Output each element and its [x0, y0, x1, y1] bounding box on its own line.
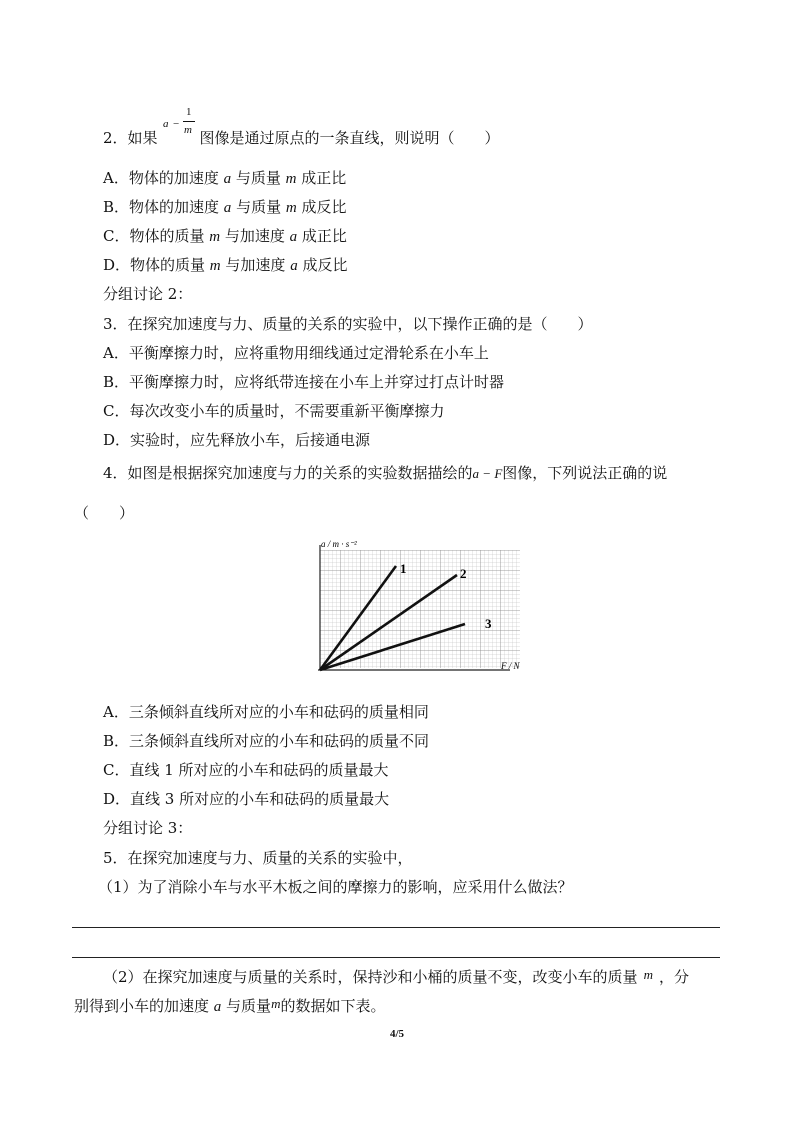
x-axis-label: F / N: [501, 661, 520, 671]
q3-option-a[interactable]: A．平衡摩擦力时，应将重物用细线通过定滑轮系在小车上: [103, 344, 489, 362]
q4-option-b[interactable]: B．三条倾斜直线所对应的小车和砝码的质量不同: [103, 732, 430, 750]
q5-sub2-line1: （2）在探究加速度与质量的关系时，保持沙和小桶的质量不变，改变小车的质量 m ，分: [103, 967, 689, 986]
answer-line-1[interactable]: [72, 927, 720, 928]
y-axis-label: a / m · s⁻²: [321, 539, 357, 549]
q5-sub2-line2: 别得到小车的加速度 a 与质量m的数据如下表。: [74, 996, 386, 1015]
line-1-label: 1: [400, 561, 407, 576]
q2-frac-bar: [183, 121, 195, 122]
q4-option-d[interactable]: D．直线 3 所对应的小车和砝码的质量最大: [103, 790, 390, 808]
q3-option-b[interactable]: B．平衡摩擦力时，应将纸带连接在小车上并穿过打点计时器: [103, 373, 505, 391]
q2-frac-top: 1: [186, 106, 192, 118]
q4-option-a[interactable]: A．三条倾斜直线所对应的小车和砝码的质量相同: [103, 703, 429, 721]
q4-option-c[interactable]: C．直线 1 所对应的小车和砝码的质量最大: [103, 761, 389, 779]
group-discussion-2: 分组讨论 2：: [103, 285, 193, 303]
q3-stem: 3．在探究加速度与力、质量的关系的实验中，以下操作正确的是（ ）: [103, 315, 593, 333]
q2-frac-a: a: [163, 118, 169, 130]
q2-option-a[interactable]: A．物体的加速度 a 与质量 m 成正比: [103, 169, 347, 187]
q3-option-c[interactable]: C．每次改变小车的质量时，不需要重新平衡摩擦力: [103, 402, 445, 420]
q2-option-d[interactable]: D．物体的质量 m 与加速度 a 成反比: [103, 256, 348, 274]
q4-stem: 4．如图是根据探究加速度与力的关系的实验数据描绘的a − F图像，下列说法正确的说: [103, 464, 668, 482]
answer-line-2[interactable]: [72, 957, 720, 958]
q2-option-b[interactable]: B．物体的加速度 a 与质量 m 成反比: [103, 198, 347, 216]
q5-stem: 5．在探究加速度与力、质量的关系的实验中，: [103, 849, 413, 867]
q5-sub1: （1）为了消除小车与水平木板之间的摩擦力的影响，应采用什么做法？: [98, 878, 573, 896]
q2-frac-bottom: m: [184, 124, 192, 136]
q4-answer-paren: （ ）: [74, 504, 135, 522]
q3-option-d[interactable]: D．实验时，应先释放小车，后接通电源: [103, 431, 371, 449]
line-2-label: 2: [460, 566, 467, 581]
group-discussion-3: 分组讨论 3：: [103, 819, 193, 837]
line-3-label: 3: [485, 616, 492, 631]
q2-frac-minus: −: [173, 118, 180, 130]
q2-option-c[interactable]: C．物体的质量 m 与加速度 a 成正比: [103, 227, 347, 245]
q2-stem: [103, 128, 500, 148]
q2-stem-text: 图像是通过原点的一条直线，则说明（ ）: [199, 129, 500, 147]
q2-number: 2．如果: [103, 129, 158, 147]
page-number: 4/5: [389, 1028, 405, 1040]
q4-af-graph: [300, 530, 530, 675]
